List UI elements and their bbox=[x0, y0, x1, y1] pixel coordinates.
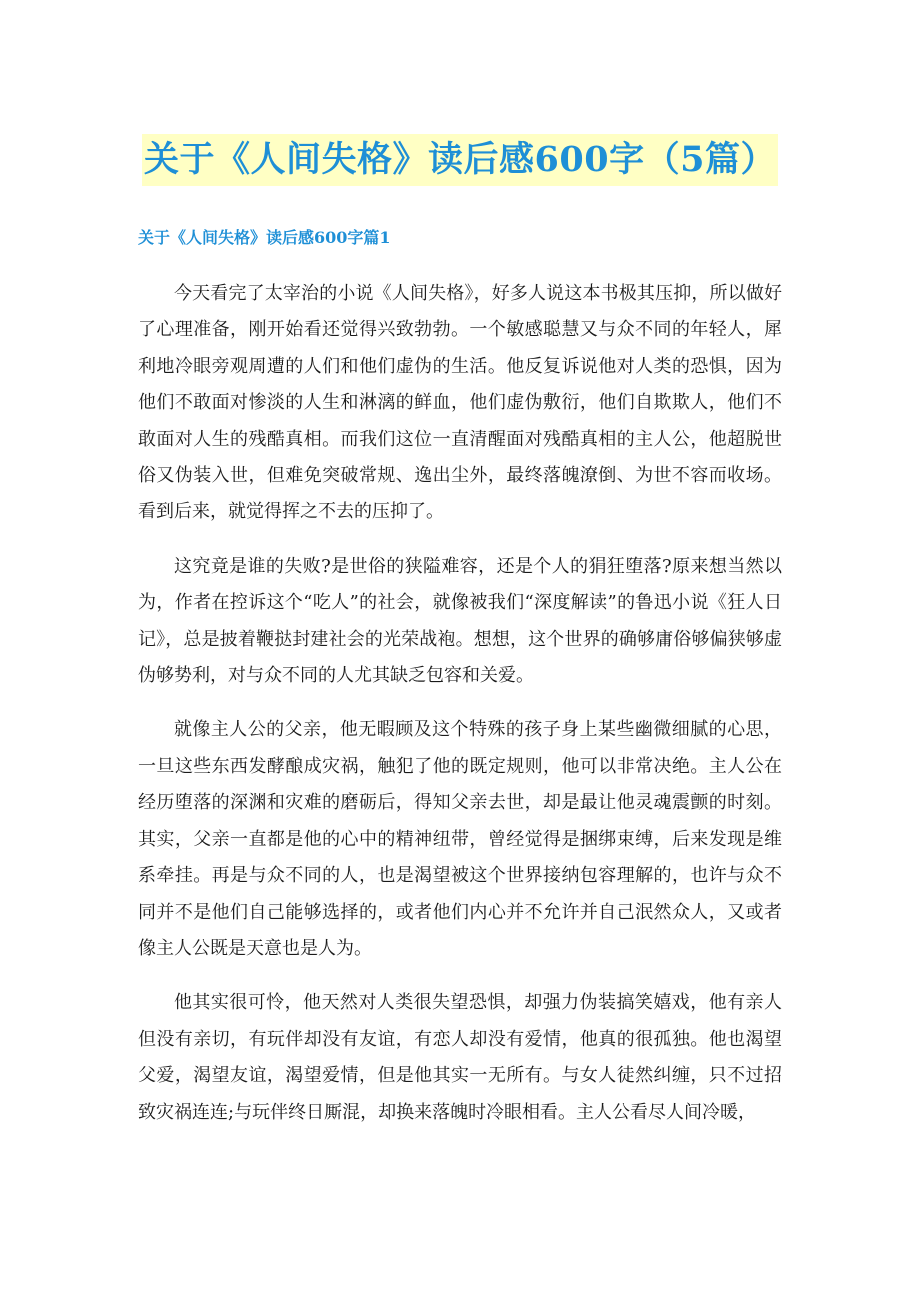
paragraph-2: 这究竟是谁的失败?是世俗的狭隘难容，还是个人的狷狂堕落?原来想当然以为，作者在控诉这个“吃人”的社会，就像被我们“深度解读”的鲁迅小说《狂人日记》，总是披着鞭挞封建社会的光荣战袍。想想，这个世界的确够庸俗够偏狭够虚伪够势利，对与众不同的人尤其缺乏包容和关爱。 bbox=[138, 555, 782, 687]
section-heading: 关于《人间失格》读后感600字篇1 bbox=[138, 228, 391, 247]
paragraph-3: 就像主人公的父亲，他无暇顾及这个特殊的孩子身上某些幽微细腻的心思，一旦这些东西发酵酿成灾祸，触犯了他的既定规则，他可以非常决绝。主人公在经历堕落的深渊和灾难的磨砺后，得知父亲去世，却是最让他灵魂震颤的时刻。其实，父亲一直都是他的心中的精神纽带，曾经觉得是捆绑束缚，后来发现是维系牵挂。再是与众不同的人，也是渴望被这个世界接纳包容理解的，也许与众不同并不是他们自己能够选择的，或者他们内心并不允许并自己泯然众人，又或者像主人公既是天意也是人为。 bbox=[138, 719, 782, 959]
document-title: 关于《人间失格》读后感600字（5篇） bbox=[142, 134, 778, 186]
title-container bbox=[0, 134, 920, 186]
paragraph-4: 他其实很可怜，他天然对人类很失望恐惧，却强力伪装搞笑嬉戏，他有亲人但没有亲切，有玩伴却没有友谊，有恋人却没有爱情，他真的很孤独。他也渴望父爱，渴望友谊，渴望爱情，但是他其实一无所有。与女人徒然纠缠，只不过招致灾祸连连;与玩伴终日厮混，却换来落魄时冷眼相看。主人公看尽人间冷暖， bbox=[138, 992, 782, 1123]
body-text bbox=[138, 276, 782, 1149]
paragraph-1: 今天看完了太宰治的小说《人间失格》，好多人说这本书极其压抑，所以做好了心理准备，刚开始看还觉得兴致勃勃。一个敏感聪慧又与众不同的年轻人，犀利地冷眼旁观周遭的人们和他们虚伪的生活。他反复诉说他对人类的恐惧，因为他们不敢面对惨淡的人生和淋漓的鲜血，他们虚伪敷衍，他们自欺欺人，他们不敢面对人生的残酷真相。而我们这位一直清醒面对残酷真相的主人公，他超脱世俗又伪装入世，但难免突破常规、逸出尘外，最终落魄潦倒、为世不容而收场。看到后来，就觉得挥之不去的压抑了。 bbox=[138, 283, 782, 523]
